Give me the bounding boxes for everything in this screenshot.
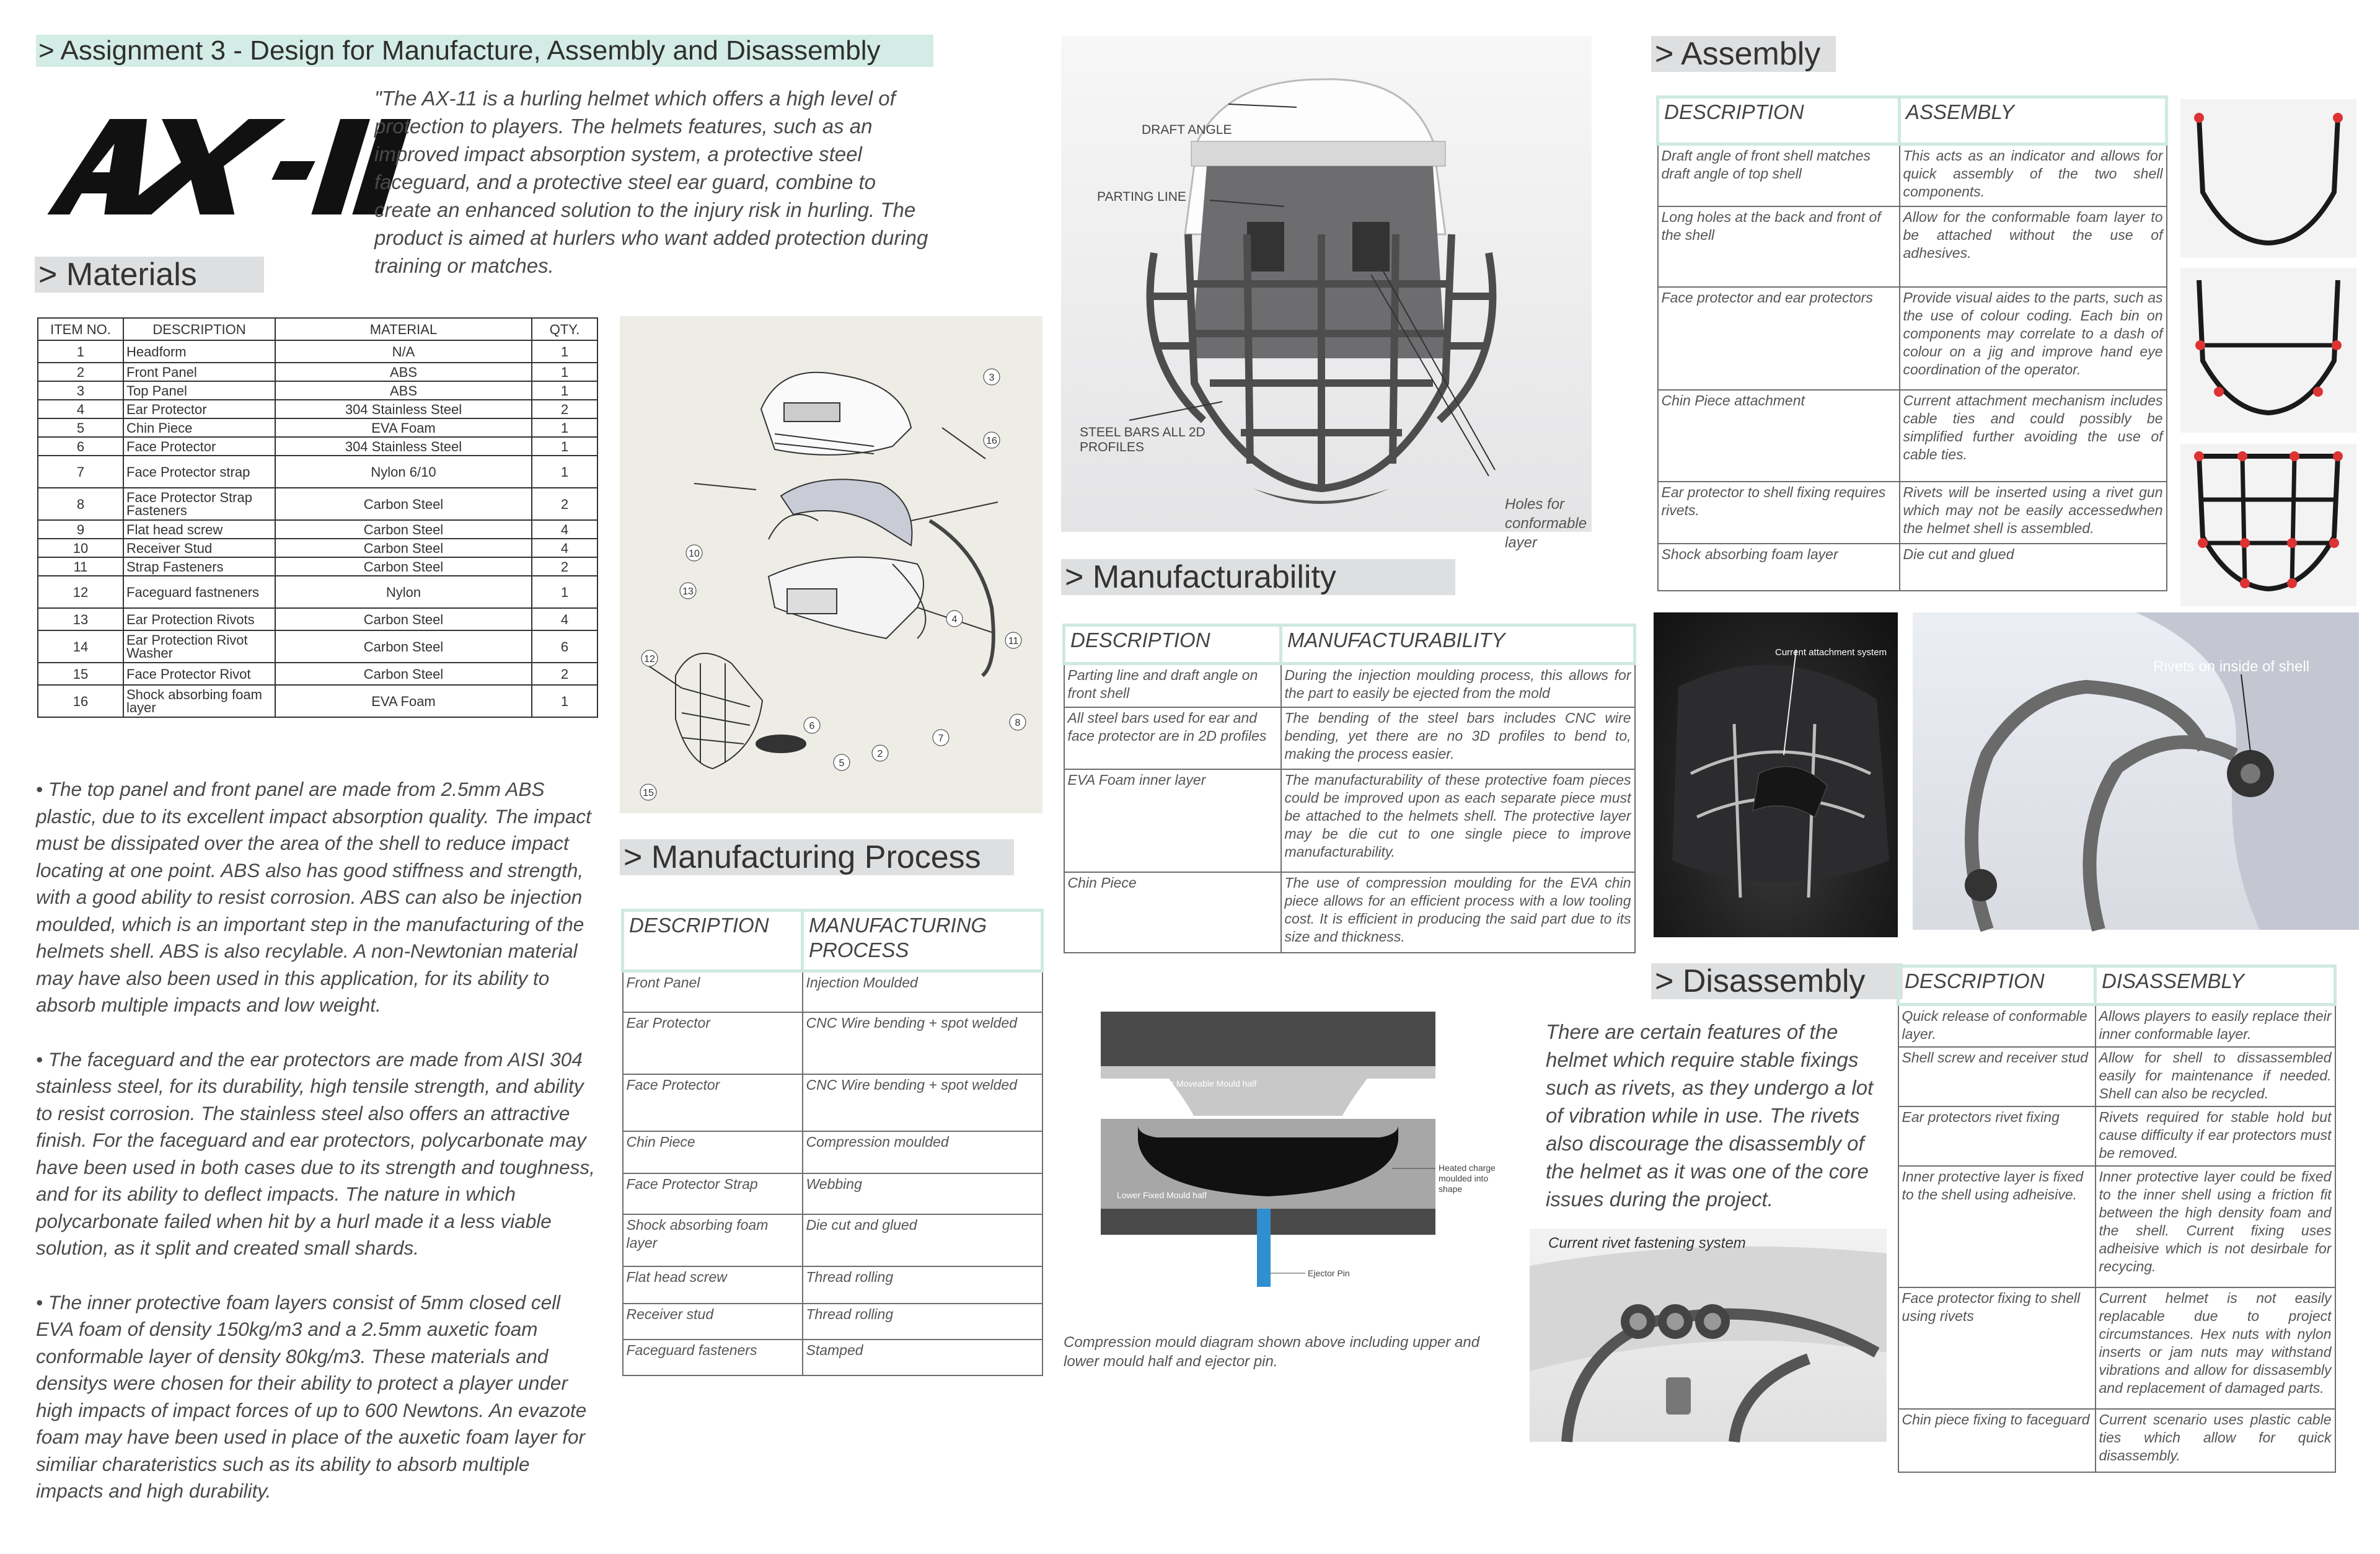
bom-qty: 4 [532,539,597,557]
bom-row [38,381,597,400]
mfg-row-cell: Faceguard fasteners [623,1340,803,1375]
bom-material: EVA Foam [275,685,532,717]
mfg-row-cell: Chin Piece [623,1131,803,1173]
helmet-render-svg [1061,36,1592,532]
bom-description: Ear Protection Rivot Washer [123,630,275,663]
mould-caption: Compression mould diagram shown above including upper and lower mould half and ejector pin. [1064,1334,1480,1370]
ax-logo-graphic [36,93,358,223]
bom-qty: 1 [532,363,597,381]
bom-material: Carbon Steel [275,520,532,539]
bill-of-materials-table [37,317,598,718]
bom-header-item: ITEM NO. [38,318,123,340]
bom-material: 304 Stainless Steel [275,400,532,418]
bom-item-no: 6 [38,437,123,456]
manufacturability-row-cell: All steel bars used for ear and face protector are in 2D profiles [1064,707,1281,769]
assembly-row-cell: Face protector and ear protectors [1658,287,1900,390]
callout-5 [834,754,850,770]
bom-description: Flat head screw [123,520,275,539]
disassembly-row-cell: Chin piece fixing to faceguard [1898,1409,2096,1472]
bom-row [38,557,597,576]
assembly-row-cell: Chin Piece attachment [1658,390,1900,482]
callout-10 [686,545,702,561]
bom-qty: 2 [532,488,597,520]
mfg-header-row [623,911,1042,971]
mfg-row-cell: Thread rolling [803,1304,1042,1340]
bom-material: Carbon Steel [275,488,532,520]
disassembly-row-cell: Current helmet is not easily replacable due to project circumstances. Hex nuts with nylon inserts or jam nuts may withstand vibrations and allow for dissasembly and replacement of damaged parts. [2096,1287,2335,1409]
disassembly-heading: > Disassembly [1651,963,1903,999]
mfg-row-cell: Ear Protector [623,1012,803,1074]
disassembly-text: There are certain features of the helmet which require stable fixings such as rivets, as they undergo a lot of vibration while in use. The rivets also discourage the disassembly of the helmet as it was one of the core issues during the project. [1546,1020,1874,1211]
bom-qty: 2 [532,663,597,685]
bom-row [38,685,597,717]
holes-label: Holes for conformable layer [1505,496,1587,551]
mfg-header-description: DESCRIPTION [623,911,803,971]
bom-qty: 1 [532,381,597,400]
bom-description: Face Protector [123,437,275,456]
bom-material: Carbon Steel [275,557,532,576]
assembly-row-cell: Allow for the conformable foam layer to be attached without the use of adhesives. [1900,206,2167,287]
manufacturability-body [1064,664,1635,953]
mfg-row-cell: Front Panel [623,971,803,1012]
bom-item-no: 14 [38,630,123,663]
bom-description: Ear Protection Rivots [123,608,275,630]
disassembly-row-cell: Ear protectors rivet fixing [1898,1106,2096,1166]
svg-text:8: 8 [1015,718,1021,728]
manufacturability-row [1064,664,1635,707]
mfg-row-cell: Face Protector [623,1074,803,1131]
assembly-row [1658,544,2167,591]
bom-material: Nylon [275,576,532,608]
rivet-fastening-svg [1530,1229,1887,1442]
manufacturability-table [1062,624,1636,953]
bom-row [38,400,597,418]
bom-item-no: 4 [38,400,123,418]
svg-text:16: 16 [986,436,997,446]
mfg-row-cell: Face Protector Strap [623,1173,803,1214]
faceguard-step-1-svg [2180,99,2356,258]
mfg-row-cell: Shock absorbing foam layer [623,1214,803,1266]
callout-3 [984,369,1000,385]
callout-7 [933,730,949,746]
svg-text:13: 13 [682,586,694,597]
faceguard-step-3-svg [2180,444,2356,606]
bom-row [38,576,597,608]
callout-12 [641,650,658,666]
assembly-header-assembly: ASSEMBLY [1900,97,2167,144]
bom-item-no: 12 [38,576,123,608]
mfg-row-cell: Compression moulded [803,1131,1042,1173]
callout-13 [680,583,696,599]
faceguard-step-3 [2180,444,2356,606]
attachment-system-label: Current attachment system [1775,647,1887,658]
bom-header-row [38,318,597,340]
materials-heading: > Materials [35,257,264,293]
mfg-row [623,1266,1042,1304]
disassembly-row-cell: Allows players to easily replace their inner conformable layer. [2096,1005,2335,1047]
bom-description: Faceguard fastneners [123,576,275,608]
bom-description: Face Protector Strap Fasteners [123,488,275,520]
assembly-row-cell: Provide visual aides to the parts, such as the use of colour coding. Each bin on components may correlate to a dash of colour on a jig and improve hand eye coordination of the operator. [1900,287,2167,390]
bom-material: Carbon Steel [275,630,532,663]
chin-attachment-photo [1654,612,1898,937]
manufacturability-row-cell: EVA Foam inner layer [1064,769,1281,872]
mfg-row [623,1012,1042,1074]
intro-text: "The AX-11 is a hurling helmet which offers a high level of protection to players. The helmets features, such as an improved impact absorption system, a protective steel faceguard, and a protective steel ear guard, combine to create an enhanced solution to the injury risk in hurling. The product is aimed at hurlers who want added protection during training or matches. [374,87,928,277]
assembly-header-row [1658,97,2167,144]
assembly-body [1658,144,2167,591]
assembly-row-cell: Ear protector to shell fixing requires rivets. [1658,482,1900,544]
manufacturability-row [1064,769,1635,872]
rivet-system-label: Current rivet fastening system [1548,1235,1746,1252]
page-title: > Assignment 3 - Design for Manufacture, Assembly and Disassembly [36,35,933,67]
bom-item-no: 10 [38,539,123,557]
chin-attachment-svg [1654,612,1898,937]
mould-svg [1082,1004,1516,1293]
bom-qty: 4 [532,608,597,630]
helmet-render [1061,36,1592,551]
bom-row [38,418,597,437]
assembly-row-cell: Long holes at the back and front of the shell [1658,206,1900,287]
bom-item-no: 8 [38,488,123,520]
bom-qty: 1 [532,437,597,456]
disassembly-row [1898,1106,2335,1166]
mfg-row-cell: CNC Wire bending + spot welded [803,1074,1042,1131]
svg-text:12: 12 [644,654,655,664]
disassembly-row-cell: Shell screw and receiver stud [1898,1047,2096,1106]
manufacturing-process-heading: > Manufacturing Process [620,839,1014,875]
mfg-row [623,971,1042,1012]
bom-row [38,539,597,557]
disassembly-row [1898,1005,2335,1047]
bom-material: Carbon Steel [275,539,532,557]
mfg-row-cell: Stamped [803,1340,1042,1375]
disassembly-header-row [1898,966,2335,1005]
manufacturability-row [1064,707,1635,769]
rivet-fastening-photo [1530,1229,1887,1442]
bom-header-description: DESCRIPTION [123,318,275,340]
exploded-view-svg [620,316,1042,813]
bom-description: Headform [123,340,275,363]
assembly-row-cell: Current attachment mechanism includes cable ties and could possibly be simplified further avoiding the use of cable ties. [1900,390,2167,482]
bom-material: ABS [275,363,532,381]
mfg-row-cell: CNC Wire bending + spot welded [803,1012,1042,1074]
materials-text [36,776,601,1532]
bom-material: ABS [275,381,532,400]
bom-description: Ear Protector [123,400,275,418]
callout-2 [872,745,888,761]
manufacturability-header-detail: MANUFACTURABILITY [1281,625,1635,664]
bom-row [38,663,597,685]
disassembly-row [1898,1409,2335,1472]
manufacturability-header-row [1064,625,1635,664]
assembly-table [1656,95,2168,591]
disassembly-body [1898,1005,2335,1472]
callout-6 [804,717,820,733]
mfg-row [623,1340,1042,1375]
bom-qty: 1 [532,576,597,608]
callout-4 [946,611,963,627]
disassembly-row-cell: Rivets required for stable hold but cause difficulty if ear protectors must be removed. [2096,1106,2335,1166]
bom-item-no: 15 [38,663,123,685]
assembly-row-cell: This acts as an indicator and allows for quick assembly of the two shell components. [1900,144,2167,206]
bom-qty: 2 [532,400,597,418]
assembly-heading: > Assembly [1651,36,1836,72]
disassembly-row [1898,1166,2335,1287]
mfg-row [623,1214,1042,1266]
disassembly-row-cell: Face protector fixing to shell using rivets [1898,1287,2096,1409]
svg-text:2: 2 [877,749,883,759]
bom-item-no: 9 [38,520,123,539]
assembly-row [1658,287,2167,390]
compression-mould-diagram [1082,1004,1516,1293]
bom-item-no: 5 [38,418,123,437]
disassembly-row-cell: Inner protective layer is fixed to the shell using adheisive. [1898,1166,2096,1287]
bom-material: EVA Foam [275,418,532,437]
bom-item-no: 13 [38,608,123,630]
mfg-row-cell: Flat head screw [623,1266,803,1304]
bom-material: Carbon Steel [275,663,532,685]
manufacturability-row-cell: The use of compression moulding for the EVA chin piece allows for an efficient process with a low tooling cost. It is efficient in producing the said part due to its size and thickness. [1281,872,1635,953]
mfg-row-cell: Die cut and glued [803,1214,1042,1266]
upper-mould-label: Upper Moveable Mould half [1150,1079,1257,1088]
disassembly-row-cell: Quick release of conformable layer. [1898,1005,2096,1047]
bom-description: Strap Fasteners [123,557,275,576]
bom-description: Face Protector Rivot [123,663,275,685]
materials-paragraph-foam: • The inner protective foam layers consist of 5mm closed cell EVA foam of density 150kg/m3 and a 2.5mm auxetic foam conformable layer of density 80kg/m3. These materials and densitys were chosen for their ability to protect a player under high impacts of impact forces of up to 600 Newtons. An evazote foam may have been used in place of the auxetic foam layer for similiar charateristics such as its ability to absorb multiple impacts and high durability. [36,1291,587,1502]
mfg-row-cell: Receiver stud [623,1304,803,1340]
bom-item-no: 7 [38,456,123,488]
svg-text:6: 6 [809,721,815,731]
bom-row [38,520,597,539]
disassembly-row [1898,1287,2335,1409]
mfg-header-process: MANUFACTURING PROCESS [803,911,1042,971]
manufacturability-row [1064,872,1635,953]
assembly-row-cell: Die cut and glued [1900,544,2167,591]
manufacturability-row-cell: The manufacturability of these protective foam pieces could be improved upon as each separate piece must be attached to the helmets shell. The protective layer may be die cut to one single piece to improve manufacturability. [1281,769,1635,872]
assembly-row-cell: Draft angle of front shell matches draft angle of top shell [1658,144,1900,206]
callout-11 [1005,632,1021,648]
assembly-row-cell: Rivets will be inserted using a rivet gun which may not be easily accessedwhen the helmet shell is assembled. [1900,482,2167,544]
assembly-header-description: DESCRIPTION [1658,97,1900,144]
assembly-row-cell: Shock absorbing foam layer [1658,544,1900,591]
bom-description: Chin Piece [123,418,275,437]
bom-qty: 1 [532,456,597,488]
heated-charge-label: Heated charge moulded into shape [1439,1163,1496,1194]
mfg-row [623,1173,1042,1214]
bom-row [38,488,597,520]
bom-row [38,340,597,363]
assembly-row [1658,390,2167,482]
rivets-inside-label: Rivets on inside of shell [2153,658,2310,675]
bom-item-no: 16 [38,685,123,717]
bom-item-no: 1 [38,340,123,363]
manufacturability-row-cell: Chin Piece [1064,872,1281,953]
rivets-inside-photo [1913,612,2359,930]
svg-text:7: 7 [938,733,944,744]
bom-row [38,363,597,381]
parting-line-label: PARTING LINE [1097,190,1186,204]
bom-qty: 1 [532,340,597,363]
manufacturability-header-description: DESCRIPTION [1064,625,1281,664]
callout-8 [1010,714,1026,730]
bom-row [38,437,597,456]
disassembly-row-cell: Allow for shell to dissassembled easily for maintenance if needed. Shell can also be recycled. [2096,1047,2335,1106]
disassembly-header-description: DESCRIPTION [1898,966,2096,1005]
bom-qty: 1 [532,685,597,717]
disassembly-row [1898,1047,2335,1106]
manufacturability-heading: > Manufacturability [1061,559,1455,595]
mfg-row [623,1074,1042,1131]
faceguard-step-1 [2180,99,2356,258]
bom-description: Front Panel [123,363,275,381]
materials-paragraph-abs: • The top panel and front panel are made from 2.5mm ABS plastic, due to its excellent impact absorption quality. The impact must be dissipated over the area of the shell to reduce impact locating at one point. ABS also has good stiffness and strength, with a good ability to resist corrosion. ABS can also be injection moulded, which is an important step in the manufacturing of the helmets shell. ABS is also recylable. A non-Newtonian material may have also been used in this application, for its ability to absorb multiple impacts and low weight. [36,778,591,1016]
bom-body [38,340,597,717]
mfg-row-cell: Thread rolling [803,1266,1042,1304]
bom-item-no: 11 [38,557,123,576]
disassembly-table [1897,965,2337,1473]
bom-header-qty: QTY. [532,318,597,340]
bom-row [38,608,597,630]
svg-text:4: 4 [951,614,958,625]
bom-item-no: 2 [38,363,123,381]
assembly-row [1658,144,2167,206]
exploded-view-drawing [620,316,1042,813]
manufacturability-row-cell: The bending of the steel bars includes CNC wire bending, yet there are no 3D profiles to bend to, making the process easier. [1281,707,1635,769]
bom-qty: 2 [532,557,597,576]
steel-bars-label: STEEL BARS ALL 2D PROFILES [1080,425,1205,454]
assembly-row [1658,482,2167,544]
bom-header-material: MATERIAL [275,318,532,340]
ejector-pin-label: Ejector Pin [1308,1268,1350,1278]
faceguard-step-2-svg [2180,268,2356,433]
bom-item-no: 3 [38,381,123,400]
bom-qty: 4 [532,520,597,539]
bom-row [38,456,597,488]
manufacturability-row-cell: During the injection moulding process, this allows for the part to easily be ejected from the mold [1281,664,1635,707]
callout-16 [984,432,1000,448]
svg-text:11: 11 [1008,636,1019,647]
disassembly-row-cell: Inner protective layer could be fixed to the inner shell using a friction fit between the high density foam and the shell. Current fixing uses adheisive which is not desirbale for recycing. [2096,1166,2335,1287]
svg-text:3: 3 [989,373,995,383]
manufacturing-process-table [621,909,1044,1376]
bom-qty: 1 [532,418,597,437]
materials-paragraph-steel: • The faceguard and the ear protectors are made from AISI 304 stainless steel, for its durability, high tensile strength, and ability to resist corrosion. The stainless steel also offers an attractive finish. For the faceguard and ear protectors, polycarbonate may have been used in both cases due to its strength and toughness, and for its ability to deflect impacts. The nature in which polycarbonate failed when hit by a hurl made it a less viable solution, as it split and created small shards. [36,1048,595,1259]
faceguard-step-2 [2180,268,2356,433]
svg-text:10: 10 [689,549,700,559]
mfg-row [623,1131,1042,1173]
bom-description: Face Protector strap [123,456,275,488]
mfg-row [623,1304,1042,1340]
assembly-row [1658,206,2167,287]
disassembly-header-disassembly: DISASSEMBLY [2096,966,2335,1005]
bom-material: N/A [275,340,532,363]
mfg-body [623,971,1042,1375]
disassembly-row-cell: Current scenario uses plastic cable ties which allow for quick disassembly. [2096,1409,2335,1472]
draft-angle-label: DRAFT ANGLE [1142,123,1232,137]
svg-text:5: 5 [839,758,845,769]
bom-material: 304 Stainless Steel [275,437,532,456]
mfg-row-cell: Injection Moulded [803,971,1042,1012]
bom-qty: 6 [532,630,597,663]
bom-description: Top Panel [123,381,275,400]
manufacturability-row-cell: Parting line and draft angle on front shell [1064,664,1281,707]
bom-description: Shock absorbing foam layer [123,685,275,717]
bom-material: Nylon 6/10 [275,456,532,488]
mfg-row-cell: Webbing [803,1173,1042,1214]
bom-row [38,630,597,663]
svg-text:15: 15 [643,788,654,798]
ax-logo [36,93,358,223]
bom-description: Receiver Stud [123,539,275,557]
bom-material: Carbon Steel [275,608,532,630]
lower-mould-label: Lower Fixed Mould half [1117,1190,1207,1200]
callout-15 [640,784,656,800]
